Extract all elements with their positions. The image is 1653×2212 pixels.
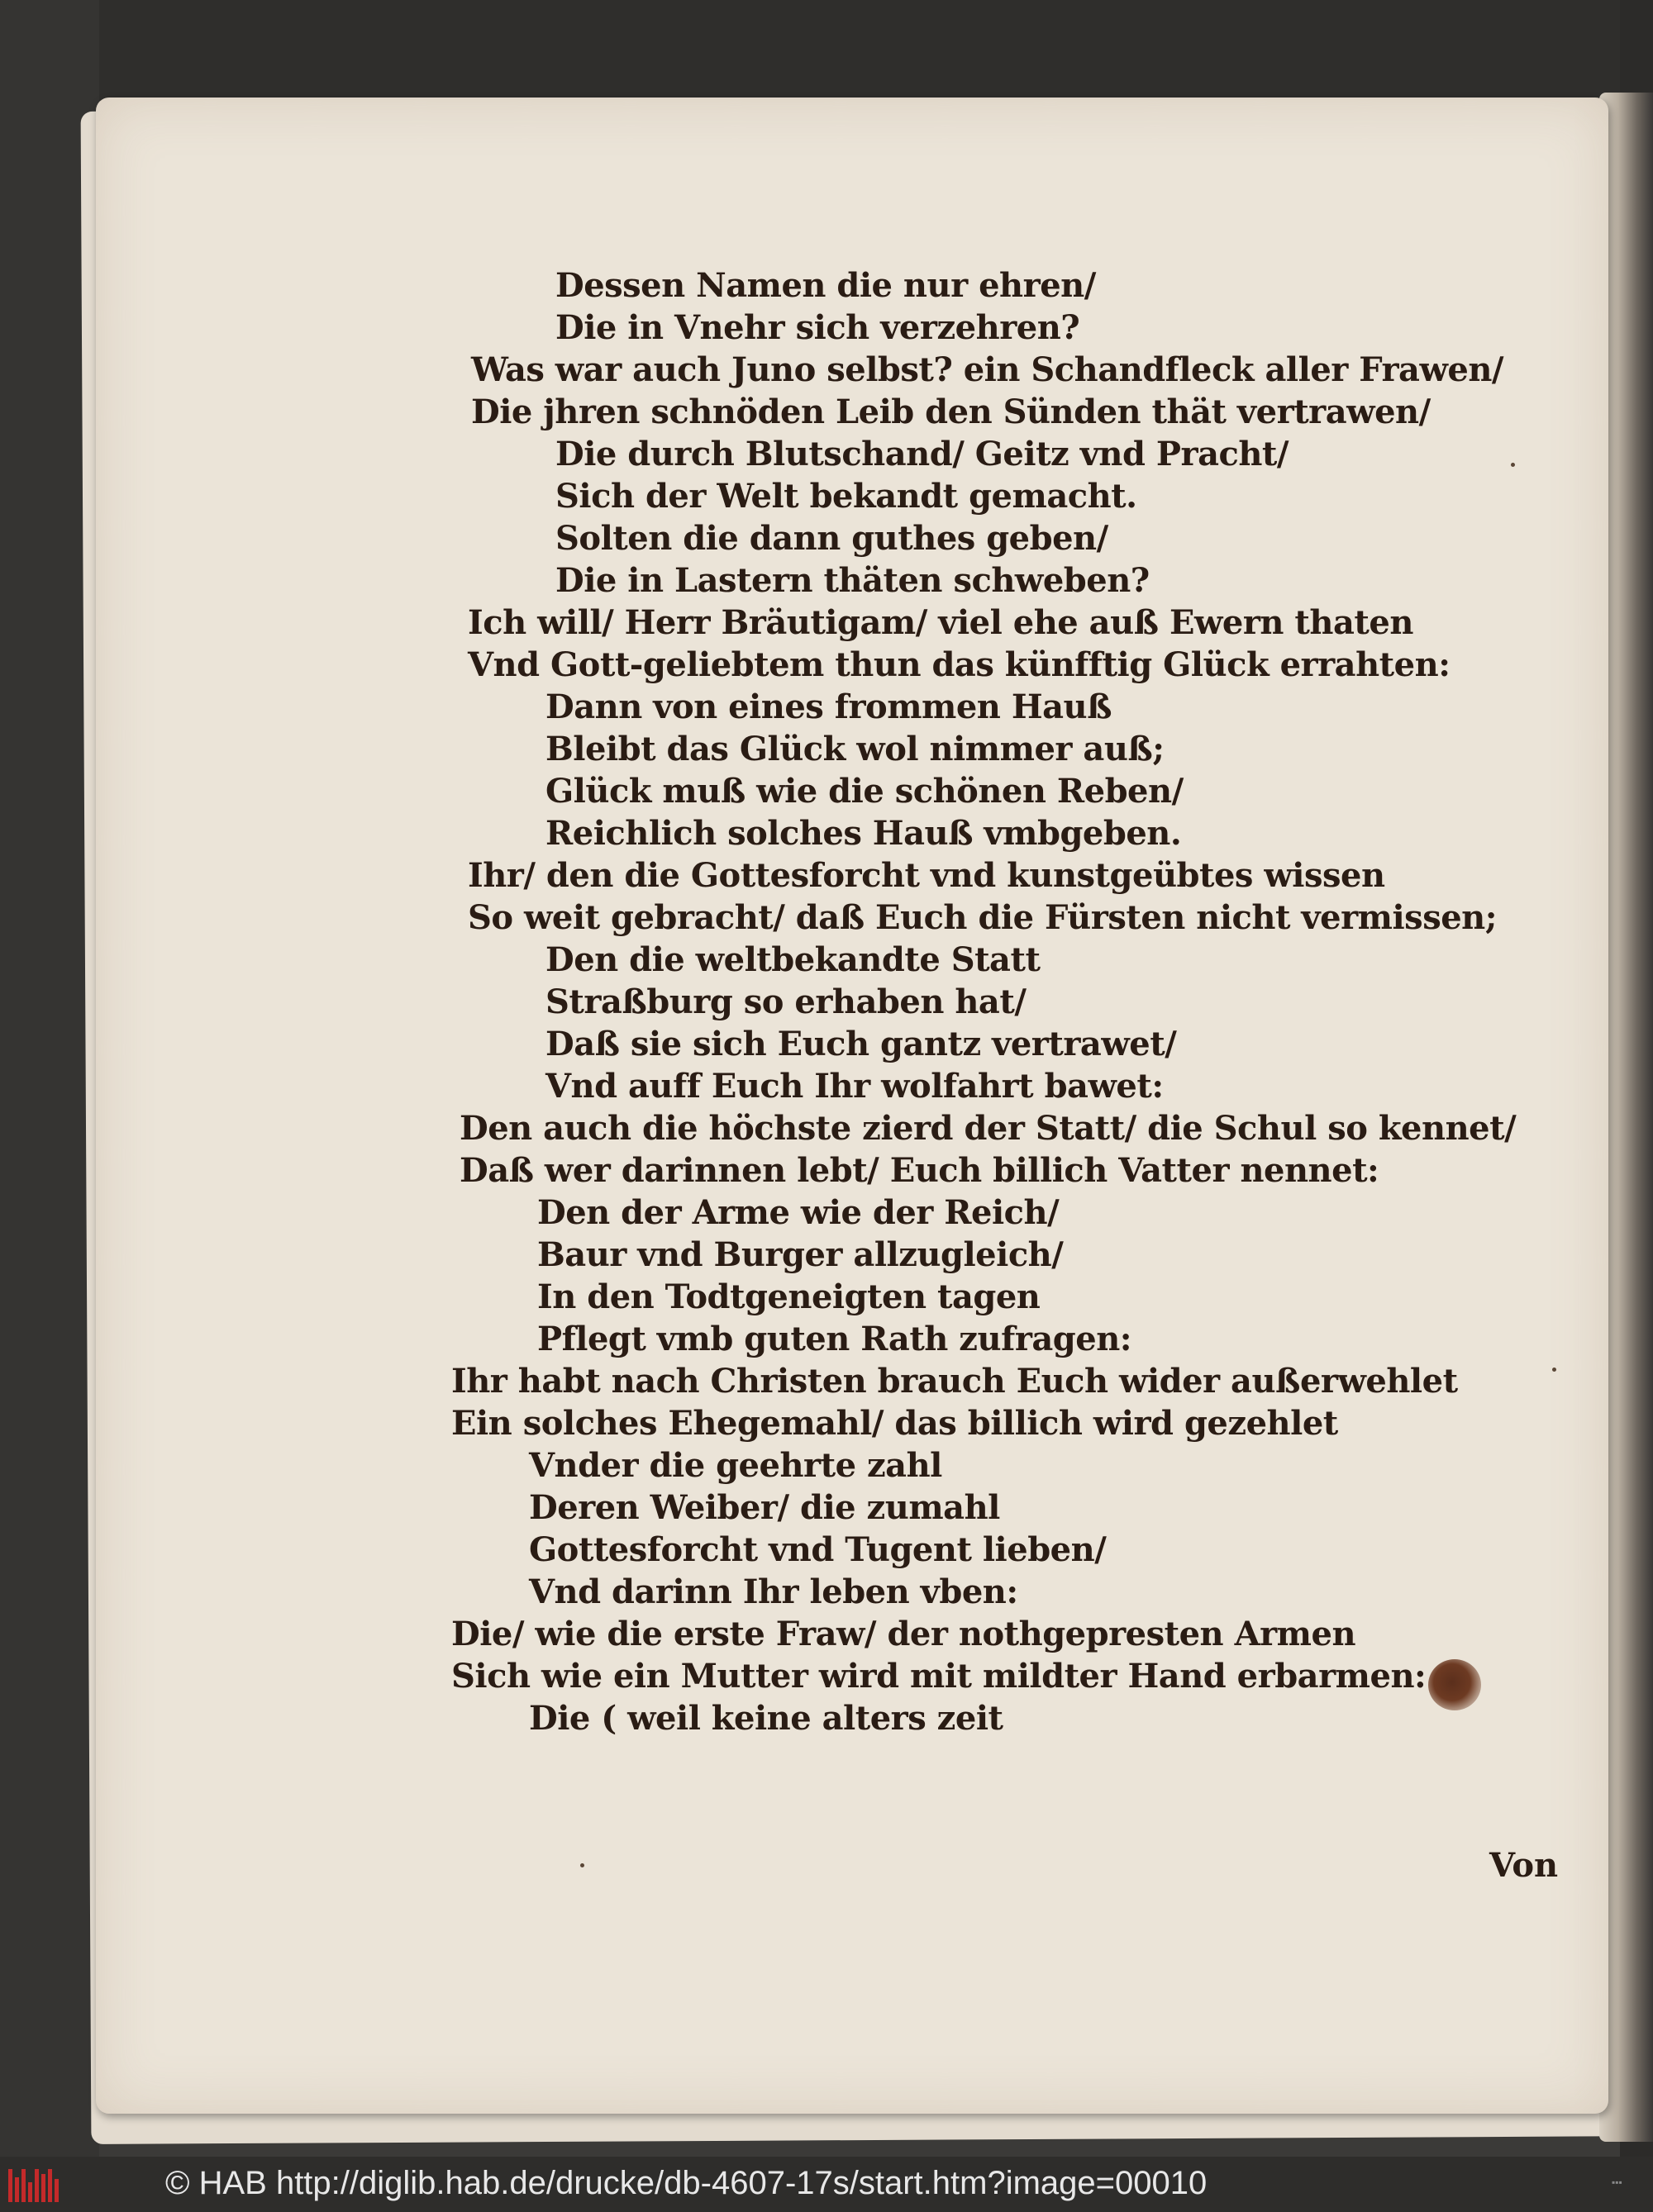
poem-line: Deren Weiber/ die zumahl — [529, 1488, 1000, 1527]
paper-speck — [1511, 463, 1515, 467]
poem-line: Gottesforcht vnd Tugent lieben/ — [529, 1530, 1107, 1569]
poem-line: Bleibt das Glück wol nimmer auß; — [545, 730, 1165, 768]
poem-line: Baur vnd Burger allzugleich/ — [537, 1235, 1064, 1274]
poem-line: Pflegt vmb guten Rath zufragen: — [537, 1320, 1132, 1358]
poem-line: Dann von eines frommen Hauß — [545, 687, 1112, 726]
paper-speck — [580, 1863, 584, 1867]
poem-line: Glück muß wie die schönen Reben/ — [545, 772, 1184, 811]
poem-line: Sich der Welt bekandt gemacht. — [555, 477, 1137, 516]
poem-line: Straßburg so erhaben hat/ — [545, 982, 1027, 1021]
catchword: Von — [1489, 1846, 1559, 1885]
poem-line: Reichlich solches Hauß vmbgeben. — [545, 814, 1182, 853]
poem-line: Den auch die höchste zierd der Statt/ die Schul so kennet/ — [460, 1109, 1517, 1148]
poem-line: In den Todtgeneigten tagen — [537, 1277, 1041, 1316]
paper-speck — [1552, 1368, 1556, 1372]
poem-line: Daß wer darinnen lebt/ Euch billich Vatter nennet: — [460, 1151, 1379, 1190]
poem-line: So weit gebracht/ daß Euch die Fürsten nicht vermissen; — [468, 898, 1498, 937]
poem-line: Die in Lastern thäten schweben? — [555, 561, 1150, 600]
poem-line: Die/ wie die erste Fraw/ der nothgepresten Armen — [451, 1615, 1356, 1653]
poem-line: Daß sie sich Euch gantz vertrawet/ — [545, 1025, 1177, 1063]
poem-line: Vnder die geehrte zahl — [529, 1446, 942, 1485]
poem-line: Den die weltbekandte Statt — [545, 940, 1041, 979]
poem-line: Vnd darinn Ihr leben vben: — [529, 1572, 1018, 1611]
scan-background-top — [0, 0, 1653, 107]
poem-line: Die jhren schnöden Leib den Sünden thät vertrawen/ — [471, 392, 1431, 431]
copyright-url[interactable]: © HAB http://diglib.hab.de/drucke/db-4607-17s/start.htm?image=00010 — [165, 2165, 1208, 2201]
poem-line: Sich wie ein Mutter wird mit mildter Hand erbarmen: — [451, 1657, 1427, 1696]
poem-line: Vnd auff Euch Ihr wolfahrt bawet: — [545, 1067, 1164, 1106]
poem-line: Ich will/ Herr Bräutigam/ viel ehe auß Ewern thaten — [468, 603, 1413, 642]
poem-line: Solten die dann guthes geben/ — [555, 519, 1108, 558]
poem-line: Ihr/ den die Gottesforcht vnd kunstgeübtes wissen — [468, 856, 1385, 895]
poem-line: Vnd Gott-geliebtem thun das künfftig Glück errahten: — [468, 645, 1451, 684]
poem-line: Ihr habt nach Christen brauch Euch wider außerwehlet — [451, 1362, 1458, 1401]
hab-barcode-logo-icon — [8, 2169, 61, 2202]
poem-line: Die ( weil keine alters zeit — [529, 1699, 1003, 1738]
poem-line: Die in Vnehr sich verzehren? — [555, 308, 1080, 347]
book-page — [96, 98, 1608, 2114]
poem-line: Den der Arme wie der Reich/ — [537, 1193, 1060, 1232]
poem-line: Dessen Namen die nur ehren/ — [555, 266, 1096, 305]
poem-line: Was war auch Juno selbst? ein Schandfleck aller Frawen/ — [471, 350, 1504, 389]
ink-stain — [1428, 1659, 1481, 1710]
poem-line: Die durch Blutschand/ Geitz vnd Pracht/ — [555, 435, 1289, 473]
poem-line: Ein solches Ehegemahl/ das billich wird gezehlet — [451, 1404, 1338, 1443]
footer-bar — [0, 2157, 1653, 2212]
footer-mark: ▪▪▪ — [1612, 2176, 1622, 2188]
